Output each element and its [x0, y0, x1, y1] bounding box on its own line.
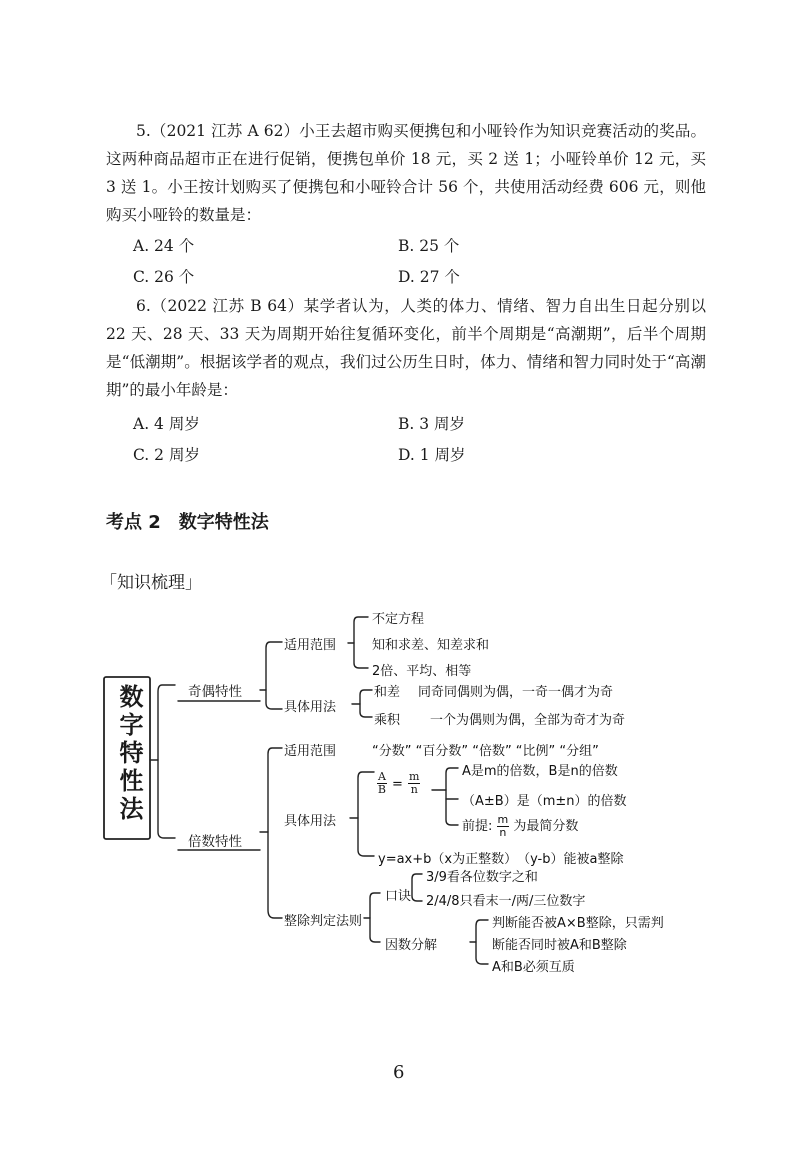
q5-option-a: A. 24 个	[133, 237, 195, 255]
odd-even-usage-text: 同奇同偶则为偶，一奇一偶才为奇	[418, 685, 614, 700]
odd-even-usage-label: 具体用法	[284, 700, 337, 715]
q6-option-a: A. 4 周岁	[133, 415, 200, 433]
multiple-label: 倍数特性	[188, 834, 242, 850]
factor-item: 判断能否被A×B整除，只需判	[492, 916, 664, 931]
q5-option-b: B. 25 个	[398, 237, 460, 255]
q6-option-b: B. 3 周岁	[398, 415, 466, 433]
question-6-text: 6.（2022 江苏 B 64）某学者认为，人类的体力、情绪、智力自出生日起分别以 22 天、28 天、33 天为周期开始往复循环变化，前半个周期是“高潮期”，后半个周期是“低潮期”。根据该学者的观点，我们过公历生日时，体力、情绪和智力同时处于“高潮期”的最小年龄是：	[106, 297, 706, 399]
q5-option-d: D. 27 个	[398, 268, 460, 286]
odd-even-label: 奇偶特性	[188, 684, 242, 700]
factor-item: A和B必须互质	[492, 960, 575, 975]
rules-label: 整除判定法则	[284, 914, 363, 929]
ratio-premise: 前提: $\frac{m}{n}$ 为最简分数	[462, 813, 579, 839]
odd-even-scope-item: 知和求差、知差求和	[372, 638, 490, 653]
verse-item: 2/4/8只看末一/两/三位数字	[426, 894, 586, 909]
page-number: 6	[393, 1062, 405, 1083]
ratio-ab: $\frac{A}{B}$	[377, 770, 387, 796]
mindmap-root: 数字特性法	[115, 684, 143, 824]
ratio-item: （A±B）是（m±n）的倍数	[462, 794, 627, 809]
q6-option-d: D. 1 周岁	[398, 446, 466, 464]
question-5-text: 5.（2021 江苏 A 62）小王去超市购买便携包和小哑铃作为知识竞赛活动的奖品。这两种商品超市正在进行促销，便携包单价 18 元，买 2 送 1；小哑铃单价 12 元，买 3 送 1。小王按计划购买了便携包和小哑铃合计 56 个，共使用活动经费 606 元，则他购买小哑铃的数量是：	[106, 122, 706, 224]
odd-even-usage-key: 和差	[374, 685, 401, 700]
q6-option-c: C. 2 周岁	[133, 446, 200, 464]
ratio-mn: $\frac{m}{n}$	[409, 770, 420, 796]
ratio-item: A是m的倍数，B是n的倍数	[462, 764, 618, 779]
factor-label: 因数分解	[385, 938, 438, 953]
linear-rule: y=ax+b（x为正整数） （y-b）能被a整除	[378, 852, 624, 867]
odd-even-scope-item: 2倍、平均、相等	[372, 664, 472, 679]
multiple-usage-label: 具体用法	[284, 814, 337, 829]
verse-item: 3/9看各位数字之和	[426, 870, 538, 885]
multiple-scope-text: “分数” “百分数” “倍数” “比例” “分组”	[372, 744, 599, 759]
odd-even-usage-key: 乘积	[374, 713, 401, 728]
ratio-formula: $\frac{A}{B}$ = $\frac{m}{n}$	[377, 770, 420, 796]
premise-fraction: $\frac{m}{n}$	[497, 813, 509, 839]
root-brace	[158, 685, 175, 838]
factor-item: 断能否同时被A和B整除	[492, 938, 627, 953]
odd-even-scope-label: 适用范围	[284, 638, 337, 653]
verse-label: 口诀	[385, 889, 412, 904]
q5-option-c: C. 26 个	[133, 268, 195, 286]
section-subtitle: 「知识梳理」	[100, 573, 202, 593]
section-title: 考点 2 数字特性法	[106, 512, 269, 533]
multiple-scope-label: 适用范围	[284, 744, 337, 759]
odd-even-usage-text: 一个为偶则为偶，全部为奇才为奇	[430, 713, 626, 728]
odd-even-scope-item: 不定方程	[372, 612, 425, 627]
